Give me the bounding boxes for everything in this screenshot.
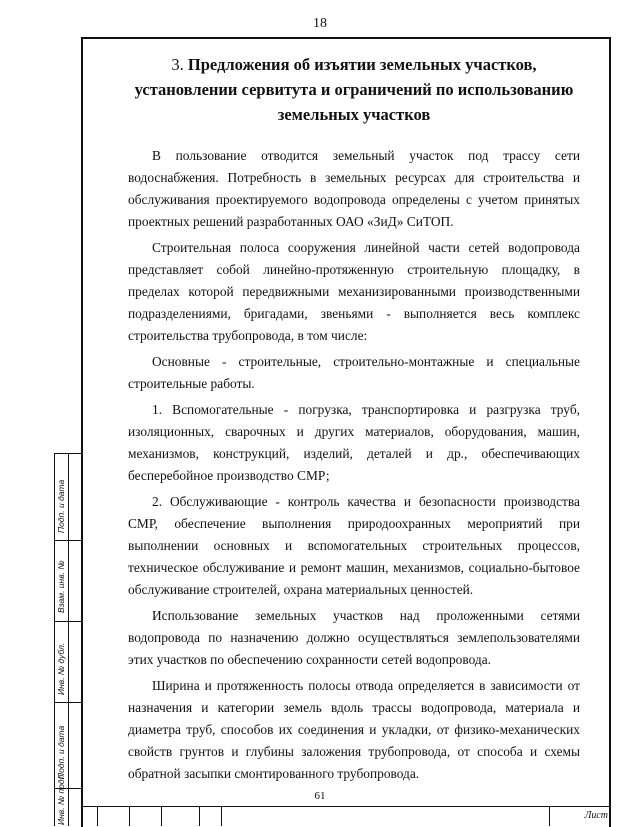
stamp-divider <box>129 806 130 826</box>
heading-line-1: Предложения об изъятии земельных участков, <box>187 55 537 74</box>
stamp-divider <box>549 806 550 826</box>
paragraph-land-allocation: В пользование отводится земельный участок под трассу сети водоснабжения. Потребность в земельных ресурсах для строительства и обслуживания проектируемого водопровода определены с учетом принятых проектных решений разработанных ОАО «ЗиД» СиТОП. <box>128 148 580 229</box>
side-stamp-row-line <box>55 540 82 541</box>
heading-line-3: земельных участков <box>277 105 431 124</box>
side-stamp-row-line <box>55 621 82 622</box>
paragraph-strip-width: Ширина и протяженность полосы отвода определяется в зависимости от назначения и категории земель вдоль трассы водопровода, материала и диаметра труб, способов их соединения и укладки, от физико-механических свойств грунтов и глубины заложения трубопровода, от способа и схемы обратной засыпки смонтированного трубопровода. <box>128 678 580 781</box>
stamp-divider <box>97 806 98 826</box>
paragraph-main-works: Основные - строительные, строительно-монтажные и специальные строительные работы. <box>128 354 580 391</box>
paragraph-construction-strip: Строительная полоса сооружения линейной части сетей водопровода представляет собой линейно-протяженную строительную площадку, в пределах которой передвижными механизированными производственными подразделениями, бригадами, звеньями - выполняется весь комплекс строительства трубопровода, в том числе: <box>128 240 580 343</box>
section-number: 3. <box>171 55 184 74</box>
stamp-divider <box>221 806 222 826</box>
page-number-top: 18 <box>313 16 327 31</box>
page-number-bottom: 61 <box>314 790 326 802</box>
section-heading <box>114 52 594 127</box>
side-stamp-divider <box>68 453 69 826</box>
title-block-stamp <box>81 806 611 826</box>
paragraph-service-works: 2. Обслуживающие - контроль качества и безопасности производства СМР, обеспечение выполнения природоохранных мероприятий при выполнении основных и вспомогательных строительных процессов, техническое обслуживание и ремонт машин, механизмов, социально-бытовое обслуживание строителей, охрана материальных ценностей. <box>128 494 580 597</box>
paragraph-land-use: Использование земельных участков над проложенными сетями водопровода по назначению должно осуществляться землепользователями этих участков по обеспечению сохранности сетей водопровода. <box>128 608 580 667</box>
heading-line-2: установлении сервитута и ограничений по использованию <box>134 80 574 99</box>
side-stamp-row-line <box>55 702 82 703</box>
sheet-label: Лист <box>584 810 608 821</box>
side-stamp-row-line <box>55 453 82 454</box>
side-stamp-table: Подп. и дата Взам. инв. № Инв. № дубл. Подп. и дата Инв. № подп <box>54 453 82 826</box>
paragraph-auxiliary-works: 1. Вспомогательные - погрузка, транспортировка и разгрузка труб, изоляционных, сварочных и других материалов, оборудования, машин, механизмов, конструкций, изделий, деталей и др., обеспечивающих бесперебойное производство СМР; <box>128 402 580 483</box>
stamp-divider <box>161 806 162 826</box>
page-content <box>128 52 580 785</box>
stamp-divider <box>199 806 200 826</box>
